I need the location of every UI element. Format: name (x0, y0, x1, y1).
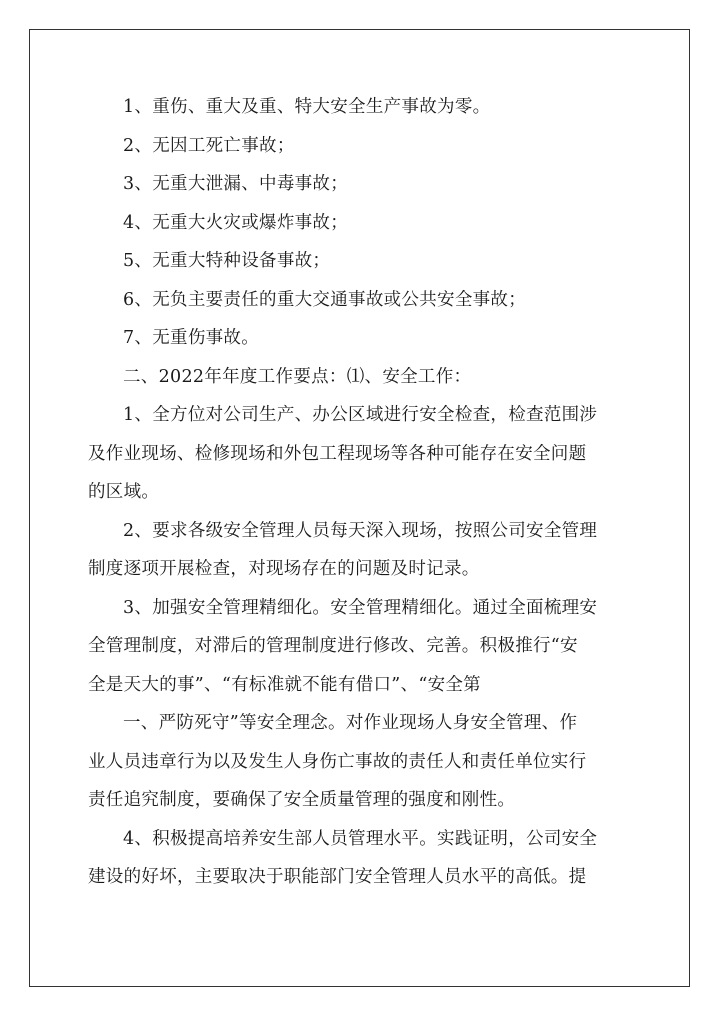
paragraph-line: 及作业现场、检修现场和外包工程现场等各种可能存在安全问题 (88, 443, 587, 464)
paragraph-3 (88, 589, 633, 705)
section-heading: 二、2022年年度工作要点：⑴、安全工作： (123, 366, 472, 387)
target-item-2: 2、无因工死亡事故； (123, 135, 295, 156)
target-item-6: 6、无负主要责任的重大交通事故或公共安全事故； (123, 289, 527, 310)
paragraph-5 (88, 820, 633, 897)
paragraph-line: 责任追究制度，要确保了安全质量管理的强度和刚性。 (88, 790, 516, 810)
target-item-4: 4、无重大火灾或爆炸事故； (123, 212, 349, 233)
paragraph-line: 2、要求各级安全管理人员每天深入现场，按照公司安全管理 (123, 520, 598, 541)
paragraph-line: 业人员违章行为以及发生人身伤亡事故的责任人和责任单位实行 (88, 751, 587, 772)
target-item-5: 5、无重大特种设备事故； (123, 251, 331, 271)
paragraph-line: 建设的好坏，主要取决于职能部门安全管理人员水平的高低。提 (88, 867, 587, 887)
paragraph-line: 1、全方位对公司生产、办公区域进行安全检查，检查范围涉 (123, 405, 598, 425)
target-item-1: 1、重伤、重大及重、特大安全生产事故为零。 (123, 97, 491, 117)
paragraph-line: 全管理制度，对滞后的管理制度进行修改、完善。积极推行“安 (88, 636, 578, 656)
paragraph-2 (88, 512, 633, 589)
document-body (88, 88, 633, 897)
paragraph-line: 制度逐项开展检查，对现场存在的问题及时记录。 (88, 559, 480, 579)
paragraph-line: 全是天大的事”、“有标准就不能有借口”、“安全第 (88, 674, 481, 695)
paragraph-1 (88, 396, 633, 512)
paragraph-line: 3、加强安全管理精细化。安全管理精细化。通过全面梳理安 (123, 597, 598, 618)
paragraph-line: 4、积极提高培养安生部人员管理水平。实践证明，公司安全 (123, 828, 598, 849)
target-item-7: 7、无重伤事故。 (123, 328, 260, 348)
paragraph-line: 的区域。 (88, 482, 160, 502)
paragraph-line: 一、严防死守”等安全理念。对作业现场人身安全管理、作 (123, 713, 578, 733)
paragraph-4 (88, 704, 633, 820)
target-item-3: 3、无重大泄漏、中毒事故； (123, 174, 349, 194)
